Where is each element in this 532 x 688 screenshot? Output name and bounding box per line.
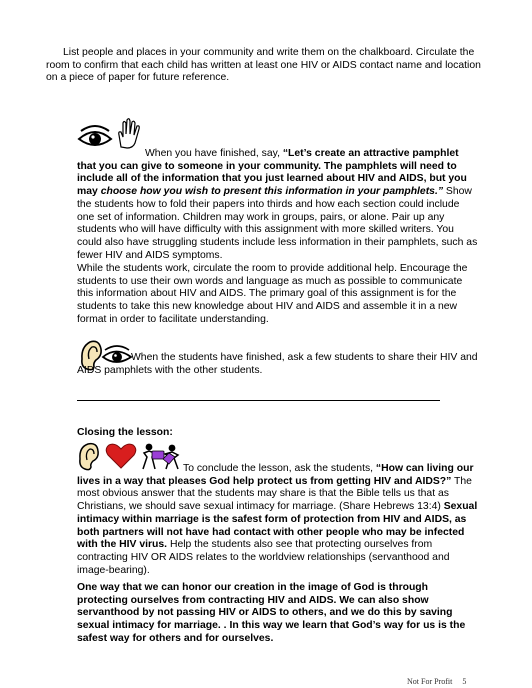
paragraph-create-pamphlet: When you have finished, say, “Let’s create an attractive pamphlet that you can give to someone in your community. The pamphlets will need to include all of the information that you just learned about HIV and AIDS, but you may choose how you wish to present this information in your pamphlets.” Show the students how to fold their papers into thirds and how each section could include one set of information. Children may work in groups, pairs, or alone. Pair up any students who will have difficulty with this assignment with more skilled writers. You could also have struggling students include less information in their pamphlets, such as fewer HIV and AIDS symptoms.: [77, 148, 478, 261]
eye-hand-icons: [77, 117, 145, 151]
paragraph-students-work: While the students work, circulate the room to provide additional help. Encourage the students to use their own words and language as much as possible to communicate this information about HIV and AIDS. The primary goal of this assignment is for the students to take this new knowledge about HIV and AIDS and assemble it in a new format in order to facilitate understanding.: [77, 263, 468, 325]
page-footer: [407, 677, 466, 686]
hand-icon: [119, 119, 140, 148]
closing-heading: Closing the lesson:: [77, 427, 173, 438]
paragraph-list-people: List people and places in your community and write them on the chalkboard. Circulate the room to confirm that each child has written at least one HIV or AIDS contact name and location on a piece of paper for future reference.: [46, 47, 481, 84]
paragraph-share-pamphlets: When the students have finished, ask a few students to share their HIV and AIDS pamphlets with the other students.: [77, 352, 478, 376]
eye-icon: [79, 126, 111, 145]
section-divider: [77, 400, 440, 401]
page-number: 5: [462, 677, 467, 686]
footer-label: Not For Profit: [407, 677, 453, 686]
paragraph-conclude-lesson: To conclude the lesson, ask the students, “How can living our lives in a way that pleases God help protect us from getting HIV and AIDS?” The most obvious answer that the students may share is that the Bible tells us that as Christians, we should save sexual intimacy for marriage. (Share Hebrews 13:4) Sexual intimacy within marriage is the safest form of protection from HIV and AIDS, as both partners will not have had contact with other people who may be infected with the HIV virus. Help the students also see that protecting ourselves from contracting HIV OR AIDS relates to the worldview relationships (servanthood and image-bearing).: [77, 463, 478, 576]
paragraph-honor-creation: One way that we can honor our creation in the image of God is through protecting ourselves from contracting HIV and AIDS. We can also show servanthood by not passing HIV or AIDS to others, and we do this by saving sexual intimacy for marriage. . In this way we learn that God’s way for us is the safest way for others and for ourselves.: [77, 582, 466, 644]
